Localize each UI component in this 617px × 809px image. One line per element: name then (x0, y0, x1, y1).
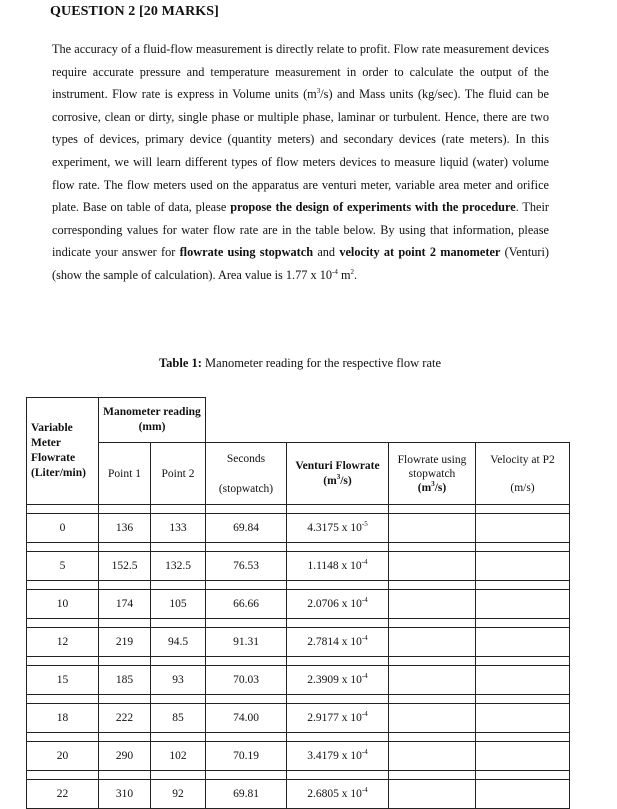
header-flowrate-unit-text: (m (417, 481, 432, 494)
cell-venturi (287, 552, 389, 581)
cell-flowrate: 10 (27, 590, 99, 619)
para-bold-2: flowrate using stopwatch (179, 245, 314, 260)
cell-point2: 133 (151, 514, 206, 543)
cell-venturi (287, 780, 389, 809)
para-sup-1: 3 (316, 87, 321, 96)
cell-seconds: 74.00 (206, 704, 287, 733)
cell-venturi (287, 704, 389, 733)
header-seconds-label: Seconds (226, 452, 266, 465)
header-point1: Point 1 (99, 443, 151, 505)
cell-seconds: 70.03 (206, 666, 287, 695)
cell-point2: 93 (151, 666, 206, 695)
cell-point2: 85 (151, 704, 206, 733)
cell-seconds: 91.31 (206, 628, 287, 657)
venturi-exponent: -4 (361, 710, 368, 718)
venturi-mantissa: 4.3175 x 10 (307, 522, 362, 534)
cell-flowrate-stopwatch (389, 628, 476, 657)
venturi-exponent: -4 (361, 786, 368, 794)
venturi-exponent: -4 (361, 672, 368, 680)
cell-point1: 185 (99, 666, 151, 695)
para-text-3: . Their corresponding values for water flow rate are in the table below. By using that information, please indicate your answer for (52, 200, 549, 260)
header-velocity-label: Velocity at P2 (490, 453, 555, 466)
table-row (27, 780, 570, 809)
header-velocity (476, 443, 570, 505)
table-row (27, 628, 570, 657)
cell-flowrate: 12 (27, 628, 99, 657)
row-spacer (27, 657, 570, 666)
cell-seconds: 76.53 (206, 552, 287, 581)
header-velocity-unit: (m/s) (510, 481, 535, 494)
venturi-exponent: -4 (361, 748, 368, 756)
cell-flowrate-stopwatch (389, 704, 476, 733)
row-spacer (27, 619, 570, 628)
para-exp: -4 (332, 267, 338, 276)
cell-point2: 92 (151, 780, 206, 809)
venturi-mantissa: 2.6805 x 10 (307, 788, 362, 800)
para-sup-2: 2 (350, 267, 355, 276)
cell-point1: 310 (99, 780, 151, 809)
table-row (27, 552, 570, 581)
cell-velocity (476, 514, 570, 543)
para-bold-1: propose the design of experiments with the procedure (230, 200, 516, 215)
cell-point2: 105 (151, 590, 206, 619)
cell-flowrate-stopwatch (389, 666, 476, 695)
cell-point2: 94.5 (151, 628, 206, 657)
cell-flowrate: 15 (27, 666, 99, 695)
header-flowrate-unit-sup: 3 (431, 479, 435, 488)
para-text-6: m (337, 267, 351, 282)
table-row (27, 514, 570, 543)
venturi-mantissa: 2.3909 x 10 (307, 674, 362, 686)
venturi-mantissa: 3.4179 x 10 (307, 750, 362, 762)
cell-flowrate: 0 (27, 514, 99, 543)
para-text-1: The accuracy of a fluid-flow measurement is directly relate to profit. Flow rate measurement devices require accurate pressure and temperature measurement in order to calculate the output of the instrument. Flow rate is express in Volume units (m (52, 42, 549, 102)
row-spacer (27, 581, 570, 590)
cell-seconds: 69.84 (206, 514, 287, 543)
para-bold-3: velocity at point 2 manometer (339, 245, 501, 260)
cell-venturi (287, 666, 389, 695)
cell-velocity (476, 590, 570, 619)
para-text-2: /s) and Mass units (kg/sec). The fluid can be corrosive, clean or dirty, single phase or multiple phase, laminar or turbulent. Hence, there are two types of devices, primary device (quantity meters) and secondary devices (rate meters). In this experiment, we will learn different types of flow meters devices to measure liquid (water) volume flow rate. The flow meters used on the apparatus are venturi meter, variable area meter and orifice plate. Base on table of data, please (52, 87, 549, 215)
para-text-4: and (313, 245, 340, 260)
venturi-mantissa: 2.7814 x 10 (307, 636, 362, 648)
row-spacer (27, 543, 570, 552)
cell-flowrate-stopwatch (389, 552, 476, 581)
header-flowrate-unit-end: /s) (434, 481, 447, 494)
cell-flowrate: 18 (27, 704, 99, 733)
venturi-exponent: -4 (361, 634, 368, 642)
header-manometer-reading: Manometer reading (mm) (99, 398, 206, 443)
cell-flowrate-stopwatch (389, 780, 476, 809)
venturi-mantissa: 2.0706 x 10 (307, 598, 362, 610)
cell-venturi (287, 742, 389, 771)
table-row (27, 590, 570, 619)
cell-point1: 174 (99, 590, 151, 619)
cell-velocity (476, 666, 570, 695)
cell-point2: 132.5 (151, 552, 206, 581)
cell-venturi (287, 590, 389, 619)
cell-seconds: 66.66 (206, 590, 287, 619)
para-text-7: . (354, 267, 358, 282)
venturi-exponent: -5 (361, 520, 368, 528)
table-row (27, 742, 570, 771)
cell-flowrate: 5 (27, 552, 99, 581)
cell-velocity (476, 742, 570, 771)
row-spacer (27, 695, 570, 704)
cell-flowrate-stopwatch (389, 590, 476, 619)
question-paragraph (52, 38, 549, 287)
cell-point1: 290 (99, 742, 151, 771)
header-row-top (27, 398, 570, 443)
header-flowrate-unit (389, 481, 475, 495)
venturi-mantissa: 1.1148 x 10 (307, 560, 362, 572)
cell-flowrate-stopwatch (389, 514, 476, 543)
header-seconds-sub: (stopwatch) (218, 482, 274, 495)
cell-seconds: 69.81 (206, 780, 287, 809)
header-seconds (206, 443, 287, 505)
venturi-exponent: -4 (361, 596, 368, 604)
table-row (27, 704, 570, 733)
table-caption-label: Table 1: (158, 356, 202, 370)
cell-velocity (476, 552, 570, 581)
cell-velocity (476, 780, 570, 809)
cell-point1: 219 (99, 628, 151, 657)
venturi-exponent: -4 (361, 558, 368, 566)
question-heading: QUESTION 2 [20 MARKS] (50, 4, 219, 19)
cell-venturi (287, 514, 389, 543)
row-spacer (27, 771, 570, 780)
cell-venturi (287, 628, 389, 657)
header-row-bottom (27, 443, 570, 505)
cell-point1: 152.5 (99, 552, 151, 581)
cell-seconds: 70.19 (206, 742, 287, 771)
para-text-5: (Venturi) (show the sample of calculation). Area value is 1.77 x 10 (52, 245, 550, 282)
manometer-table (26, 397, 570, 809)
table-row (27, 666, 570, 695)
header-venturi (287, 443, 389, 505)
cell-flowrate: 22 (27, 780, 99, 809)
cell-flowrate: 20 (27, 742, 99, 771)
header-flowrate-stopwatch (389, 443, 476, 505)
cell-velocity (476, 628, 570, 657)
header-point2: Point 2 (151, 443, 206, 505)
cell-flowrate-stopwatch (389, 742, 476, 771)
header-flowrate-label: Flowrate using stopwatch (397, 453, 467, 480)
cell-point1: 136 (99, 514, 151, 543)
venturi-mantissa: 2.9177 x 10 (307, 712, 362, 724)
table-caption (0, 356, 600, 371)
row-spacer (27, 505, 570, 514)
cell-point2: 102 (151, 742, 206, 771)
cell-point1: 222 (99, 704, 151, 733)
cell-velocity (476, 704, 570, 733)
header-venturi-end: /s) (340, 474, 352, 487)
table-body (27, 505, 570, 809)
row-spacer (27, 733, 570, 742)
header-venturi-text: Venturi Flowrate (m (295, 459, 380, 487)
header-variable-meter-flowrate: Variable Meter Flowrate (Liter/min) (27, 398, 99, 505)
header-venturi-sup: 3 (336, 472, 341, 481)
table-caption-text: Manometer reading for the respective flow rate (201, 356, 442, 370)
